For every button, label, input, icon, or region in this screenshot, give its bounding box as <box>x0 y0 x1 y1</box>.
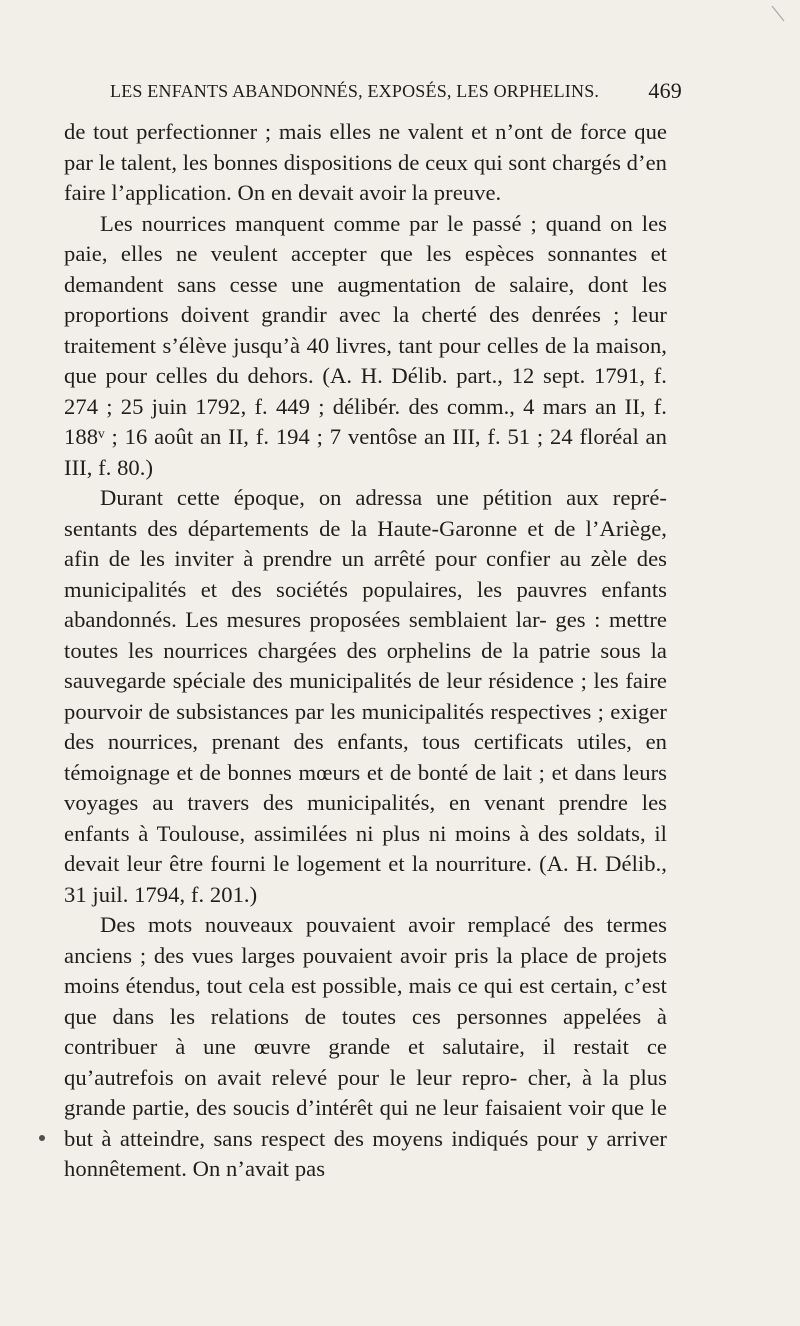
body-text <box>64 117 667 1185</box>
running-title: LES ENFANTS ABANDONNÉS, EXPOSÉS, LES ORPHELINS. <box>110 81 600 101</box>
paragraph-1: de tout perfectionner ; mais elles ne valent et n’ont de force que par le talent, les bonnes dispositions de ceux qui sont chargés d’en faire l’application. On en devait avoir la preuve. <box>64 119 667 205</box>
paragraph-3: Durant cette époque, on adressa une pétition aux repré- sentants des départements de la Haute-Garonne et de l’Ariège, afin de les inviter à prendre un arrêté pour confier au zèle des municipalités et des sociétés populaires, les pauvres enfants abandonnés. Les mesures proposées semblaient lar- ges : mettre toutes les nourrices chargées des orphelins de la patrie sous la sauvegarde spéciale des municipalités de leur résidence ; les faire pourvoir de subsistances par les municipalités respectives ; exiger des nourrices, prenant des enfants, tous certificats utiles, en témoignage et de bonnes mœurs et de bonté de lait ; et dans leurs voyages au travers des municipalités, en venant prendre les enfants à Toulouse, assimilées ni plus ni moins à des soldats, il devait leur être fourni le logement et la nourriture. (A. H. Délib., 31 juil. 1794, f. 201.) <box>64 485 667 907</box>
margin-dot <box>39 1135 45 1141</box>
page-number: 469 <box>648 78 682 103</box>
paragraph-4: Des mots nouveaux pouvaient avoir remplacé des termes anciens ; des vues larges pouvaient avoir pris la place de projets moins étendus, tout cela est possible, mais ce qui est certain, c’est que dans les relations de toutes ces personnes appelées à contribuer à une œuvre grande et salutaire, il restait ce qu’autrefois on avait relevé pour le leur repro- cher, à la plus grande partie, des soucis d’intérêt qui ne leur faisaient voir que le but à atteindre, sans respect des moyens indiqués pour y arriver honnêtement. On n’avait pas <box>64 912 667 1181</box>
paragraph-2: Les nourrices manquent comme par le passé ; quand on les paie, elles ne veulent accepter que les espèces sonnantes et demandent sans cesse une augmentation de salaire, dont les proportions doivent grandir avec la cherté des denrées ; leur traitement s’élève jusqu’à 40 livres, tant pour celles de la maison, que pour celles du dehors. (A. H. Délib. part., 12 sept. 1791, f. 274 ; 25 juin 1792, f. 449 ; délibér. des comm., 4 mars an II, f. 188ᵛ ; 16 août an II, f. 194 ; 7 ventôse an III, f. 51 ; 24 floréal an III, f. 80.) <box>64 210 667 480</box>
corner-mark-icon <box>771 4 793 22</box>
running-header <box>110 76 682 106</box>
